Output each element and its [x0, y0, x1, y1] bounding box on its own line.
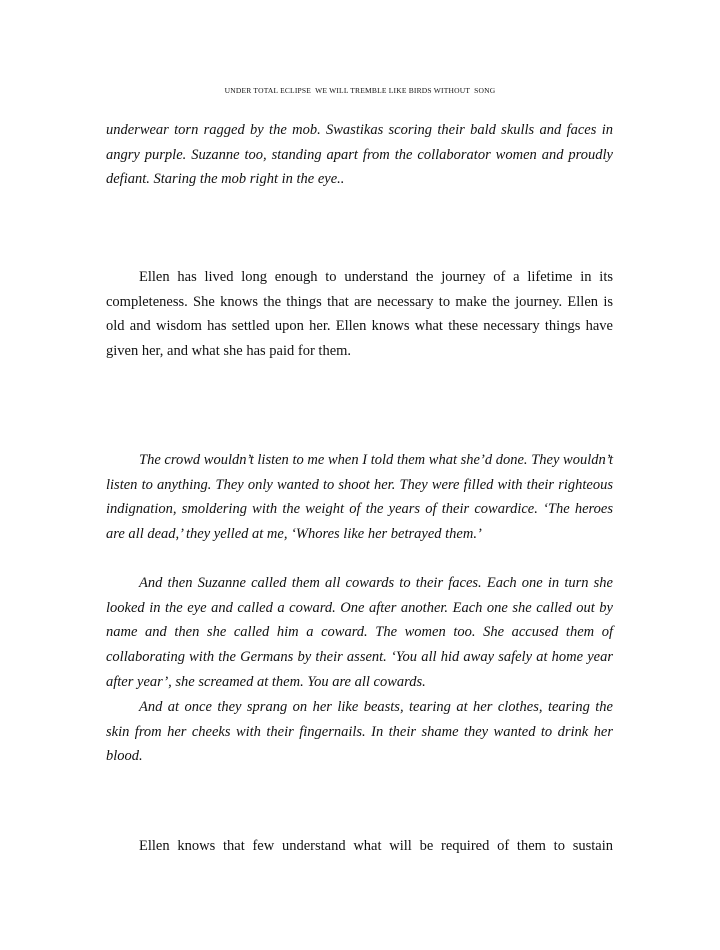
running-header: UNDER TOTAL ECLIPSE WE WILL TREMBLE LIKE BIRDS WITHOUT SONG [224, 86, 496, 95]
paragraph-3: The crowd wouldn’t listen to me when I told them what she’d done. They wouldn’t listen to anything. They only wanted to shoot her. They were filled with their righteous indignation, smoldering with the weight of the years of their cowardice. ‘The heroes are all dead,’ they yelled at me, ‘Whores like her betrayed them.’ [106, 452, 613, 543]
paragraph-4: And then Suzanne called them all cowards to their faces. Each one in turn she looked in the eye and called a coward. One after another. Each one she called out by name and then she called him a coward. The women too. She accused them of collaborating with the Germans by their assent. ‘You all hid away safely at home year after year’, she screamed at them. You are all cowards. [106, 575, 613, 690]
paragraph-1: underwear torn ragged by the mob. Swastikas scoring their bald skulls and faces in angry purple. Suzanne too, standing apart from the collaborator women and proudly defiant. Staring the mob right in the eye.. [106, 122, 613, 188]
paragraph-2: Ellen has lived long enough to understand the journey of a lifetime in its completeness. She knows the things that are necessary to make the journey. Ellen is old and wisdom has settled upon her. Ellen knows what these necessary things have given her, and what she has paid for them. [106, 269, 613, 360]
paragraph-6: Ellen knows that few understand what will be required of them to sustain [139, 838, 613, 854]
paragraph-5: And at once they sprang on her like beasts, tearing at her clothes, tearing the skin from her cheeks with their fingernails. In their shame they wanted to drink her blood. [106, 699, 613, 765]
